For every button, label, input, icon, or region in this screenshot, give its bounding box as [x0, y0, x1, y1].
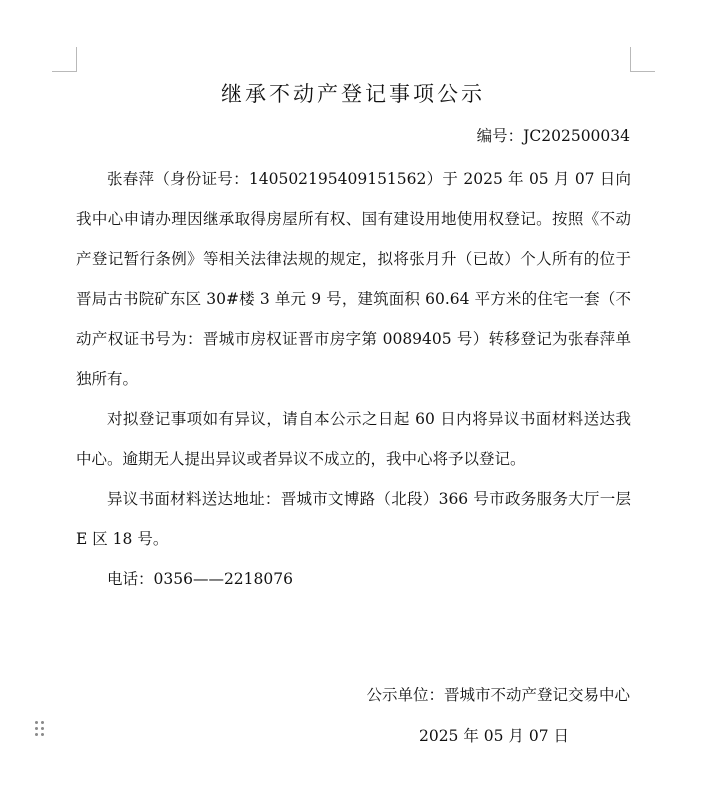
document-body	[76, 159, 631, 599]
document-title: 继承不动产登记事项公示	[221, 82, 485, 106]
paragraph-applicant: 张春萍（身份证号：140502195409151562）于 2025 年 05 月 07 日向我中心申请办理因继承取得房屋所有权、国有建设用地使用权登记。按照《不动产登记暂行条例》等相关法律法规的规定，拟将张月升（已故）个人所有的位于晋局古书院矿东区 30#楼 3 单元 9 号，建筑面积 60.64 平方米的住宅一套（不动产权证书号为：晋城市房权证晋市房字第 0089405 号）转移登记为张春萍单独所有。	[76, 170, 631, 388]
crop-mark-top-right	[630, 47, 655, 72]
document-number: 编号：JC202500034	[476, 127, 630, 145]
drag-handle-icon[interactable]	[34, 720, 46, 736]
paragraph-objection: 对拟登记事项如有异议，请自本公示之日起 60 日内将异议书面材料送达我中心。逾期无人提出异议或者异议不成立的，我中心将予以登记。	[76, 410, 631, 468]
signature-unit: 公示单位：晋城市不动产登记交易中心	[366, 686, 630, 704]
paragraph-address: 异议书面材料送达地址：晋城市文博路（北段）366 号市政务服务大厅一层 E 区 18 号。	[76, 490, 631, 548]
signature-date: 2025 年 05 月 07 日	[418, 727, 569, 745]
crop-mark-top-left	[52, 47, 77, 72]
paragraph-phone: 电话：0356——2218076	[107, 570, 293, 588]
